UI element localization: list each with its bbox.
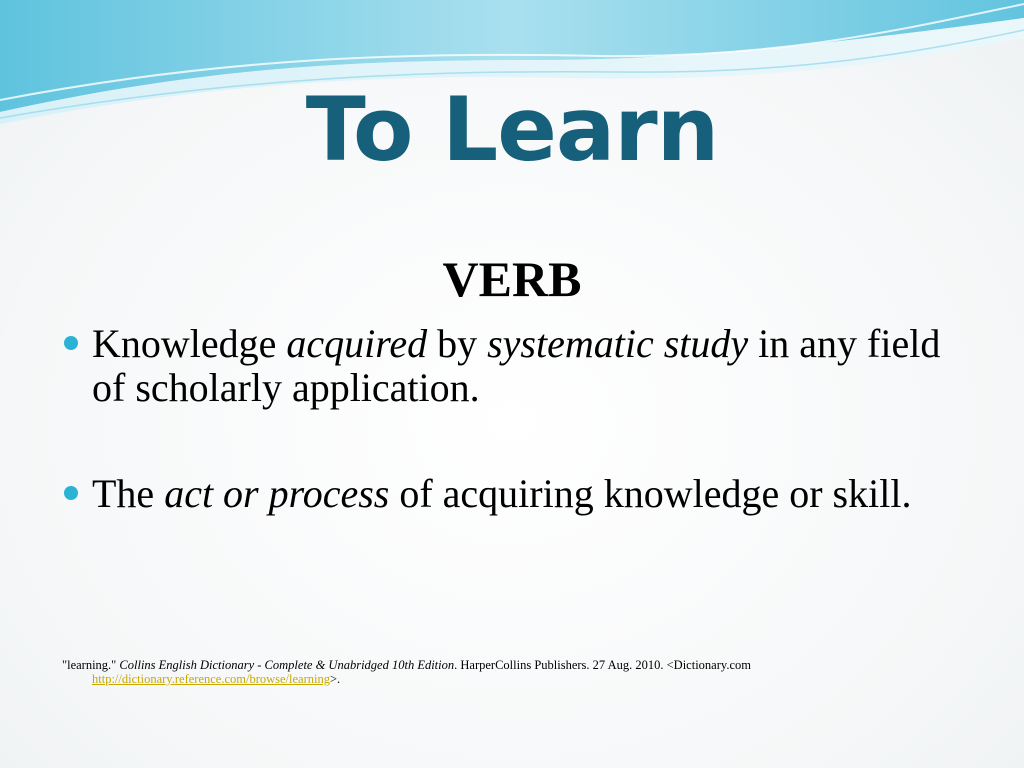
citation-link[interactable]: http://dictionary.reference.com/browse/learning <box>92 672 330 686</box>
slide-title: To Learn <box>305 78 719 181</box>
definition-text-plain: The <box>92 471 165 516</box>
definition-text-plain: in any field of scholarly application. <box>92 321 941 410</box>
definition-list <box>62 322 962 578</box>
definition-text-plain: of acquiring knowledge or skill. <box>389 471 912 516</box>
bullet-dot-icon <box>64 336 78 350</box>
part-of-speech-heading: VERB <box>442 251 582 307</box>
definition-text-italic: systematic study <box>487 321 749 366</box>
citation-source-title: Collins English Dictionary - Complete & Unabridged 10th Edition <box>119 658 455 672</box>
definition-text-italic: act or process <box>164 471 390 516</box>
definition-text-plain: by <box>427 321 488 366</box>
definition-bullet <box>62 472 962 516</box>
bullet-dot-icon <box>64 486 78 500</box>
citation-suffix: >. <box>329 672 341 686</box>
citation <box>62 658 962 686</box>
citation-prefix: "learning." <box>62 658 120 672</box>
definition-text-plain: Knowledge <box>92 321 287 366</box>
definition-text-italic: acquired <box>286 321 428 366</box>
citation-publisher: . HarperCollins Publishers. 27 Aug. 2010. <Dictionary.com <box>454 658 751 672</box>
definition-bullet <box>62 322 962 410</box>
